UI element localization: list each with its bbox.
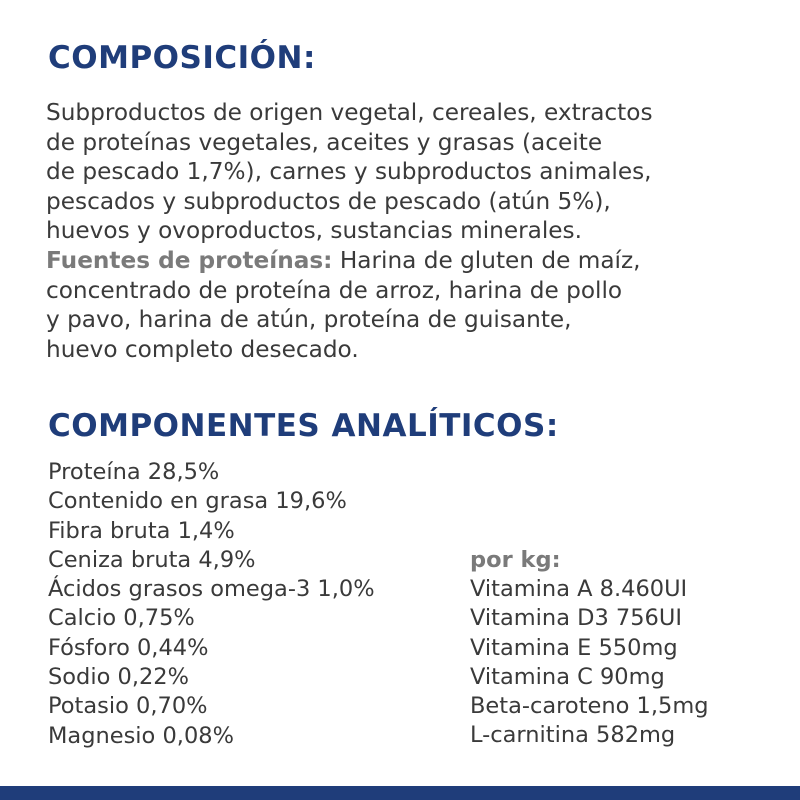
analytic-item: Fósforo 0,44% bbox=[48, 634, 209, 661]
protein-sources-label: Fuentes de proteínas: bbox=[46, 246, 333, 274]
protein-sources-line: concentrado de proteína de arroz, harina de pollo bbox=[46, 276, 623, 304]
protein-sources-first-text: Harina de gluten de maíz, bbox=[332, 246, 641, 274]
per-kg-item: Vitamina D3 756UI bbox=[470, 605, 682, 632]
per-kg-item: Vitamina C 90mg bbox=[470, 663, 665, 690]
analytic-heading: COMPONENTES ANALÍTICOS: bbox=[48, 408, 559, 444]
analytic-item: Contenido en grasa 19,6% bbox=[48, 488, 347, 515]
per-kg-item: Beta-caroteno 1,5mg bbox=[470, 693, 709, 720]
analytic-item: Ceniza bruta 4,9% bbox=[48, 546, 256, 573]
composition-line: Subproductos de origen vegetal, cereales, extractos bbox=[46, 99, 653, 126]
bottom-accent-bar bbox=[0, 786, 800, 800]
protein-sources-line: huevo completo desecado. bbox=[46, 335, 359, 363]
composition-line: de proteínas vegetales, aceites y grasas (aceite bbox=[46, 128, 603, 156]
per-kg-item: Vitamina E 550mg bbox=[470, 634, 678, 661]
protein-sources-line: y pavo, harina de atún, proteína de guisante, bbox=[46, 306, 572, 334]
composition-line: huevos y ovoproductos, sustancias minerales. bbox=[46, 217, 582, 245]
analytic-item: Calcio 0,75% bbox=[48, 605, 195, 632]
analytic-list bbox=[48, 458, 375, 751]
analytic-item: Magnesio 0,08% bbox=[48, 722, 234, 749]
per-kg-item: L-carnitina 582mg bbox=[470, 722, 676, 749]
composition-text bbox=[46, 98, 776, 364]
protein-sources-line bbox=[46, 246, 776, 276]
per-kg-list bbox=[470, 575, 709, 751]
analytic-item: Sodio 0,22% bbox=[48, 664, 189, 691]
analytic-item: Fibra bruta 1,4% bbox=[48, 517, 235, 544]
composition-line: de pescado 1,7%), carnes y subproductos animales, bbox=[46, 158, 652, 186]
composition-heading: COMPOSICIÓN: bbox=[48, 40, 316, 76]
analytic-item: Potasio 0,70% bbox=[48, 693, 208, 720]
per-kg-title: por kg: bbox=[470, 547, 561, 573]
analytic-item: Ácidos grasos omega-3 1,0% bbox=[48, 576, 375, 603]
per-kg-item: Vitamina A 8.460UI bbox=[470, 576, 688, 602]
composition-line: pescados y subproductos de pescado (atún 5%), bbox=[46, 187, 611, 215]
analytic-item: Proteína 28,5% bbox=[48, 459, 220, 485]
